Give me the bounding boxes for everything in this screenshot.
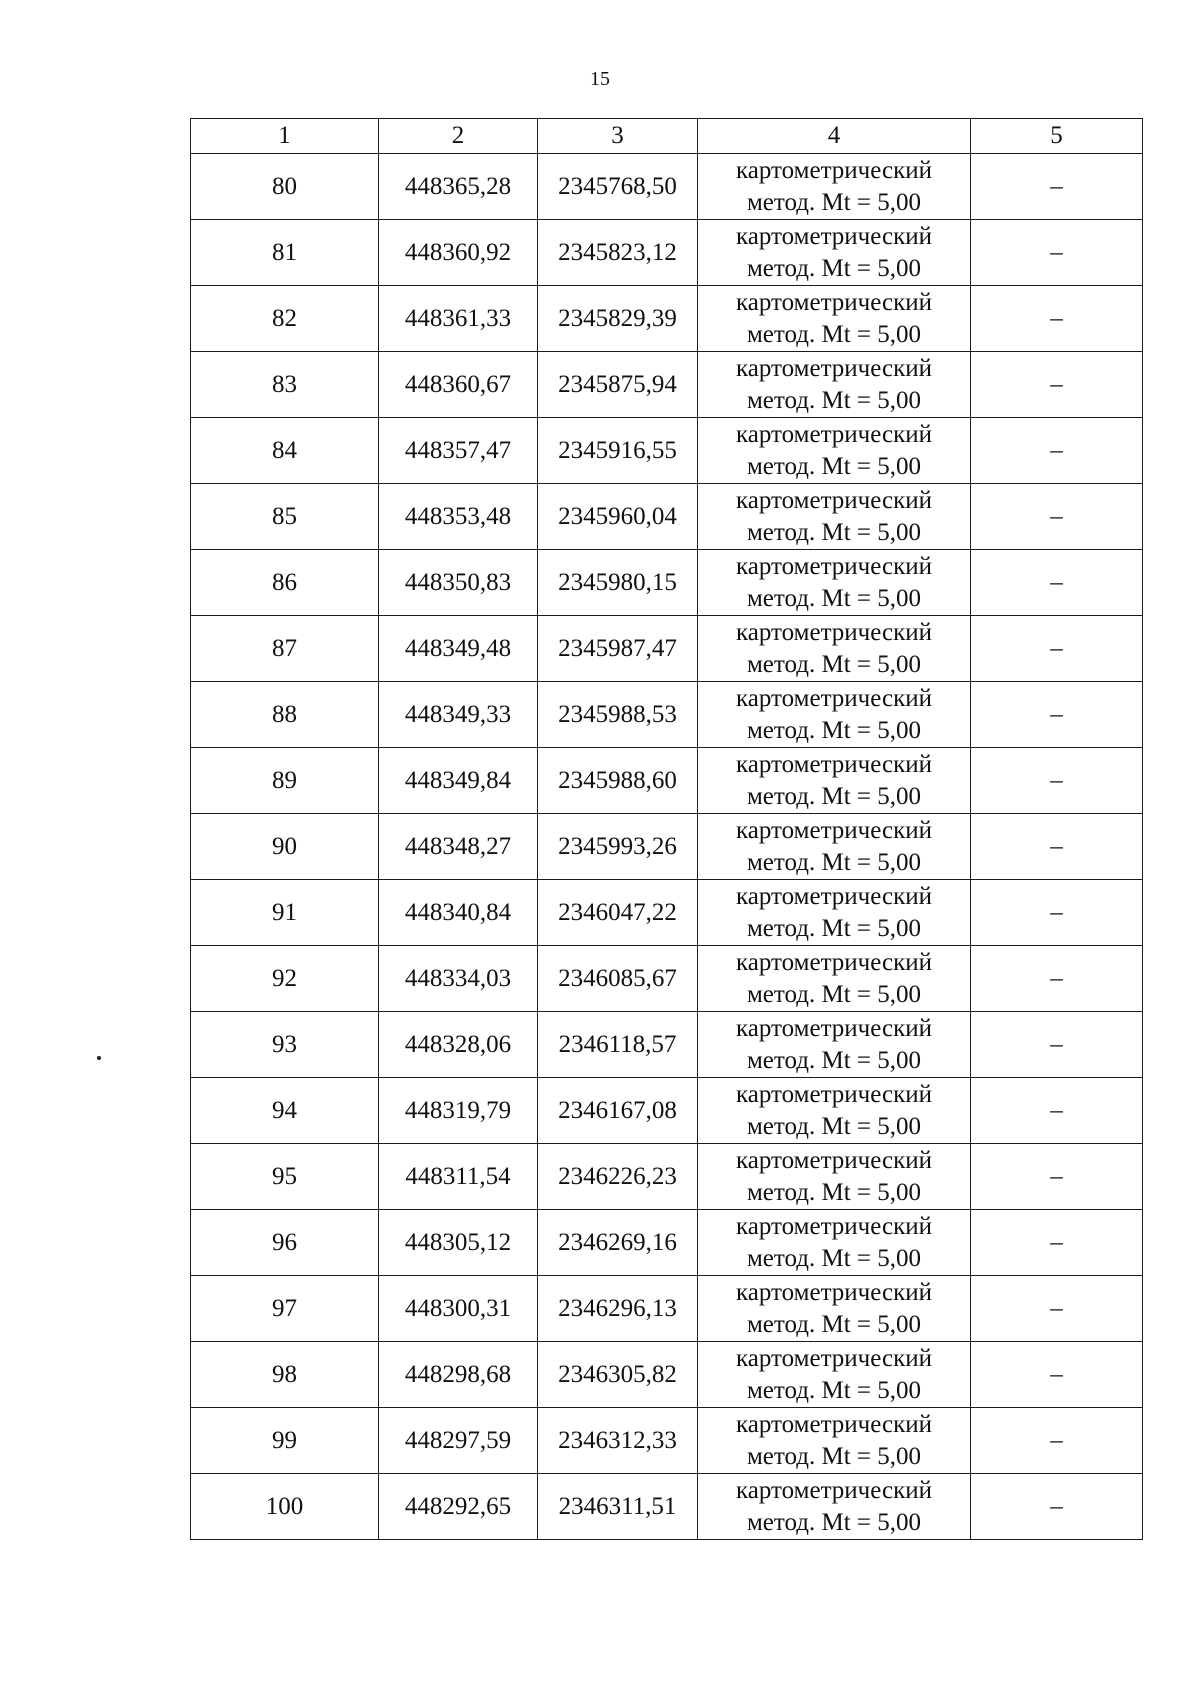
column-5-cell: – xyxy=(971,880,1143,946)
table-row xyxy=(191,1474,1143,1540)
method-cell xyxy=(698,154,971,220)
column-5-cell: – xyxy=(971,814,1143,880)
method-line-2: метод. Mt = 5,00 xyxy=(746,386,922,414)
header-cell-4: 4 xyxy=(698,119,971,154)
column-5-cell: – xyxy=(971,1276,1143,1342)
x-coordinate-cell: 448360,67 xyxy=(379,352,538,418)
method-line-1: картометрический xyxy=(736,1212,932,1240)
table-row xyxy=(191,154,1143,220)
x-coordinate-cell: 448305,12 xyxy=(379,1210,538,1276)
point-number-cell: 92 xyxy=(191,946,379,1012)
method-line-1: картометрический xyxy=(736,552,932,580)
point-number-cell: 97 xyxy=(191,1276,379,1342)
method-cell xyxy=(698,946,971,1012)
method-cell xyxy=(698,1144,971,1210)
table-row xyxy=(191,484,1143,550)
method-cell xyxy=(698,682,971,748)
method-line-2: метод. Mt = 5,00 xyxy=(746,1310,922,1338)
method-cell xyxy=(698,220,971,286)
y-coordinate-cell: 2346047,22 xyxy=(538,880,698,946)
header-cell-1: 1 xyxy=(191,119,379,154)
method-line-1: картометрический xyxy=(736,816,932,844)
point-number-cell: 98 xyxy=(191,1342,379,1408)
table-row xyxy=(191,418,1143,484)
table-row xyxy=(191,814,1143,880)
method-cell xyxy=(698,286,971,352)
y-coordinate-cell: 2346226,23 xyxy=(538,1144,698,1210)
point-number-cell: 82 xyxy=(191,286,379,352)
x-coordinate-cell: 448349,84 xyxy=(379,748,538,814)
header-cell-5: 5 xyxy=(971,119,1143,154)
table-row xyxy=(191,1144,1143,1210)
point-number-cell: 100 xyxy=(191,1474,379,1540)
method-cell xyxy=(698,880,971,946)
table-row xyxy=(191,1408,1143,1474)
column-5-cell: – xyxy=(971,286,1143,352)
method-line-1: картометрический xyxy=(736,420,932,448)
y-coordinate-cell: 2345875,94 xyxy=(538,352,698,418)
table-row xyxy=(191,352,1143,418)
x-coordinate-cell: 448360,92 xyxy=(379,220,538,286)
y-coordinate-cell: 2345829,39 xyxy=(538,286,698,352)
method-line-2: метод. Mt = 5,00 xyxy=(746,584,922,612)
point-number-cell: 94 xyxy=(191,1078,379,1144)
method-cell xyxy=(698,418,971,484)
method-line-2: метод. Mt = 5,00 xyxy=(746,320,922,348)
y-coordinate-cell: 2346118,57 xyxy=(538,1012,698,1078)
point-number-cell: 84 xyxy=(191,418,379,484)
method-cell xyxy=(698,1210,971,1276)
x-coordinate-cell: 448298,68 xyxy=(379,1342,538,1408)
method-line-2: метод. Mt = 5,00 xyxy=(746,1376,922,1404)
x-coordinate-cell: 448297,59 xyxy=(379,1408,538,1474)
table-row xyxy=(191,616,1143,682)
table-header-row xyxy=(191,119,1143,154)
column-5-cell: – xyxy=(971,1474,1143,1540)
method-line-1: картометрический xyxy=(736,1344,932,1372)
header-cell-3: 3 xyxy=(538,119,698,154)
table-row xyxy=(191,1276,1143,1342)
method-cell xyxy=(698,814,971,880)
table-row xyxy=(191,550,1143,616)
method-cell xyxy=(698,616,971,682)
y-coordinate-cell: 2345916,55 xyxy=(538,418,698,484)
point-number-cell: 88 xyxy=(191,682,379,748)
column-5-cell: – xyxy=(971,550,1143,616)
method-line-2: метод. Mt = 5,00 xyxy=(746,188,922,216)
method-line-2: метод. Mt = 5,00 xyxy=(746,650,922,678)
x-coordinate-cell: 448349,48 xyxy=(379,616,538,682)
table-row xyxy=(191,682,1143,748)
method-line-1: картометрический xyxy=(736,486,932,514)
point-number-cell: 91 xyxy=(191,880,379,946)
point-number-cell: 83 xyxy=(191,352,379,418)
method-line-1: картометрический xyxy=(736,288,932,316)
method-line-1: картометрический xyxy=(736,948,932,976)
y-coordinate-cell: 2346085,67 xyxy=(538,946,698,1012)
method-line-2: метод. Mt = 5,00 xyxy=(746,452,922,480)
method-line-1: картометрический xyxy=(736,354,932,382)
x-coordinate-cell: 448340,84 xyxy=(379,880,538,946)
column-5-cell: – xyxy=(971,418,1143,484)
scan-speck xyxy=(97,1056,101,1060)
column-5-cell: – xyxy=(971,1210,1143,1276)
table-row xyxy=(191,286,1143,352)
y-coordinate-cell: 2346167,08 xyxy=(538,1078,698,1144)
method-cell xyxy=(698,1408,971,1474)
method-line-2: метод. Mt = 5,00 xyxy=(746,1244,922,1272)
x-coordinate-cell: 448349,33 xyxy=(379,682,538,748)
column-5-cell: – xyxy=(971,748,1143,814)
y-coordinate-cell: 2345987,47 xyxy=(538,616,698,682)
x-coordinate-cell: 448350,83 xyxy=(379,550,538,616)
method-line-1: картометрический xyxy=(736,882,932,910)
point-number-cell: 85 xyxy=(191,484,379,550)
x-coordinate-cell: 448353,48 xyxy=(379,484,538,550)
table-row xyxy=(191,1342,1143,1408)
point-number-cell: 99 xyxy=(191,1408,379,1474)
method-line-2: метод. Mt = 5,00 xyxy=(746,980,922,1008)
method-line-1: картометрический xyxy=(736,1410,932,1438)
y-coordinate-cell: 2346311,51 xyxy=(538,1474,698,1540)
method-line-2: метод. Mt = 5,00 xyxy=(746,1508,922,1536)
method-line-1: картометрический xyxy=(736,750,932,778)
header-cell-2: 2 xyxy=(379,119,538,154)
x-coordinate-cell: 448319,79 xyxy=(379,1078,538,1144)
method-cell xyxy=(698,1078,971,1144)
x-coordinate-cell: 448357,47 xyxy=(379,418,538,484)
table-row xyxy=(191,946,1143,1012)
table-row xyxy=(191,1210,1143,1276)
y-coordinate-cell: 2345980,15 xyxy=(538,550,698,616)
method-line-1: картометрический xyxy=(736,618,932,646)
column-5-cell: – xyxy=(971,616,1143,682)
y-coordinate-cell: 2346305,82 xyxy=(538,1342,698,1408)
column-5-cell: – xyxy=(971,1078,1143,1144)
method-line-2: метод. Mt = 5,00 xyxy=(746,1046,922,1074)
y-coordinate-cell: 2346269,16 xyxy=(538,1210,698,1276)
y-coordinate-cell: 2346296,13 xyxy=(538,1276,698,1342)
method-line-1: картометрический xyxy=(736,222,932,250)
table-row xyxy=(191,880,1143,946)
y-coordinate-cell: 2345988,53 xyxy=(538,682,698,748)
x-coordinate-cell: 448361,33 xyxy=(379,286,538,352)
method-line-2: метод. Mt = 5,00 xyxy=(746,1442,922,1470)
point-number-cell: 93 xyxy=(191,1012,379,1078)
point-number-cell: 90 xyxy=(191,814,379,880)
table-row xyxy=(191,748,1143,814)
method-cell xyxy=(698,1342,971,1408)
y-coordinate-cell: 2345960,04 xyxy=(538,484,698,550)
x-coordinate-cell: 448328,06 xyxy=(379,1012,538,1078)
x-coordinate-cell: 448292,65 xyxy=(379,1474,538,1540)
method-line-1: картометрический xyxy=(736,1476,932,1504)
page-number: 15 xyxy=(590,68,610,90)
x-coordinate-cell: 448365,28 xyxy=(379,154,538,220)
x-coordinate-cell: 448300,31 xyxy=(379,1276,538,1342)
method-line-2: метод. Mt = 5,00 xyxy=(746,782,922,810)
method-cell xyxy=(698,352,971,418)
column-5-cell: – xyxy=(971,946,1143,1012)
method-line-1: картометрический xyxy=(736,156,932,184)
x-coordinate-cell: 448334,03 xyxy=(379,946,538,1012)
point-number-cell: 87 xyxy=(191,616,379,682)
point-number-cell: 89 xyxy=(191,748,379,814)
y-coordinate-cell: 2346312,33 xyxy=(538,1408,698,1474)
point-number-cell: 81 xyxy=(191,220,379,286)
method-cell xyxy=(698,1276,971,1342)
table-row xyxy=(191,220,1143,286)
method-line-1: картометрический xyxy=(736,1278,932,1306)
column-5-cell: – xyxy=(971,154,1143,220)
y-coordinate-cell: 2345988,60 xyxy=(538,748,698,814)
method-cell xyxy=(698,1474,971,1540)
method-line-2: метод. Mt = 5,00 xyxy=(746,716,922,744)
column-5-cell: – xyxy=(971,484,1143,550)
method-line-2: метод. Mt = 5,00 xyxy=(746,518,922,546)
column-5-cell: – xyxy=(971,220,1143,286)
method-line-1: картометрический xyxy=(736,684,932,712)
table-row xyxy=(191,1012,1143,1078)
x-coordinate-cell: 448348,27 xyxy=(379,814,538,880)
x-coordinate-cell: 448311,54 xyxy=(379,1144,538,1210)
column-5-cell: – xyxy=(971,352,1143,418)
method-line-2: метод. Mt = 5,00 xyxy=(746,1178,922,1206)
table-row xyxy=(191,1078,1143,1144)
point-number-cell: 80 xyxy=(191,154,379,220)
method-line-1: картометрический xyxy=(736,1080,932,1108)
column-5-cell: – xyxy=(971,1408,1143,1474)
point-number-cell: 95 xyxy=(191,1144,379,1210)
column-5-cell: – xyxy=(971,1342,1143,1408)
point-number-cell: 86 xyxy=(191,550,379,616)
method-cell xyxy=(698,550,971,616)
method-cell xyxy=(698,748,971,814)
method-line-2: метод. Mt = 5,00 xyxy=(746,254,922,282)
method-line-2: метод. Mt = 5,00 xyxy=(746,1112,922,1140)
column-5-cell: – xyxy=(971,1012,1143,1078)
y-coordinate-cell: 2345768,50 xyxy=(538,154,698,220)
method-line-1: картометрический xyxy=(736,1146,932,1174)
y-coordinate-cell: 2345823,12 xyxy=(538,220,698,286)
column-5-cell: – xyxy=(971,1144,1143,1210)
method-line-2: метод. Mt = 5,00 xyxy=(746,914,922,942)
method-cell xyxy=(698,484,971,550)
table-body xyxy=(191,119,1143,1540)
coordinates-table xyxy=(190,118,1143,1540)
y-coordinate-cell: 2345993,26 xyxy=(538,814,698,880)
method-cell xyxy=(698,1012,971,1078)
method-line-1: картометрический xyxy=(736,1014,932,1042)
point-number-cell: 96 xyxy=(191,1210,379,1276)
column-5-cell: – xyxy=(971,682,1143,748)
method-line-2: метод. Mt = 5,00 xyxy=(746,848,922,876)
